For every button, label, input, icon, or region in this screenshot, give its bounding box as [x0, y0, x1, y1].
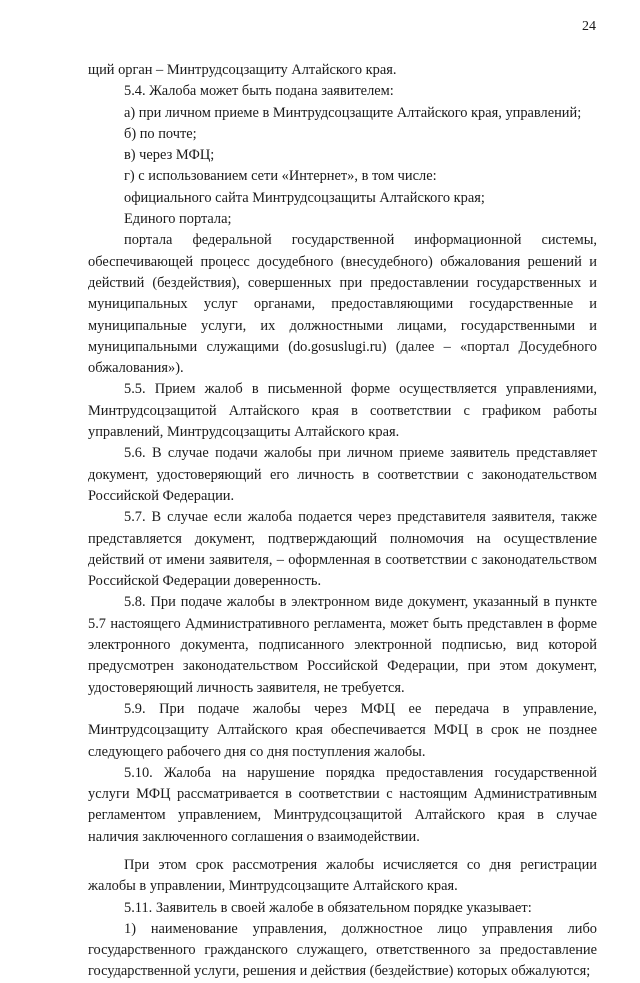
paragraph: официального сайта Минтрудсоцзащиты Алтайского края;	[124, 189, 485, 206]
paragraph: щий орган – Минтрудсоцзащиту Алтайского края.	[88, 62, 397, 78]
paragraph: 5.7. В случае если жалоба подается через представителя заявителя, также представляется документ, подтверждающий полномочия на осуществление действий от имени заявителя, – оформленная в соответствии с законодательством Российской Федерации доверенность.	[88, 509, 597, 590]
paragraph: 5.5. Прием жалоб в письменной форме осуществляется управлениями, Минтрудсоцзащитой Алтайского края в соответствии с графиком работы управлений, Минтрудсоцзащиты Алтайского края.	[88, 381, 597, 441]
page-number: 24	[582, 19, 596, 34]
paragraph: При этом срок рассмотрения жалобы исчисляется со дня регистрации жалобы в управлении, Минтрудсоцзащите Алтайского края.	[88, 856, 597, 895]
document-body	[88, 60, 597, 983]
paragraph: портала федеральной государственной информационной системы, обеспечивающей процесс досудебного (внесудебного) обжалования решений и действий (бездействия), совершенных при предоставлении государственных и муниципальных услуг органами, предоставляющими государственные и муниципальные услуги, их должностными лицами, государственными и муниципальными служащими (do.gosuslugi.ru) (далее – «портал Досудебного обжалования»).	[88, 232, 597, 377]
paragraph: б) по почте;	[124, 125, 197, 142]
paragraph: 5.9. При подаче жалобы через МФЦ ее передача в управление, Минтрудсоцзащиту Алтайского края обеспечивается МФЦ в срок не позднее следующего рабочего дня со дня поступления жалобы.	[88, 700, 597, 760]
paragraph: 1) наименование управления, должностное лицо управления либо государственного гражданского служащего, ответственного за предоставление государственной услуги, решения и действия (бездействие) которых обжалуются;	[88, 920, 597, 980]
paragraph: 5.8. При подаче жалобы в электронном виде документ, указанный в пункте 5.7 настоящего Административного регламента, может быть представлен в форме электронного документа, подписанного электронной подписью, вид которой предусмотрен законодательством Российской Федерации, при этом документ, удостоверяющий личность заявителя, не требуется.	[88, 594, 597, 696]
paragraph: 5.4. Жалоба может быть подана заявителем:	[124, 83, 394, 100]
paragraph: г) с использованием сети «Интернет», в том числе:	[124, 168, 437, 185]
paragraph: Единого портала;	[124, 211, 232, 228]
paragraph: 5.11. Заявитель в своей жалобе в обязательном порядке указывает:	[124, 899, 532, 916]
paragraph: 5.10. Жалоба на нарушение порядка предоставления государственной услуги МФЦ рассматривается в соответствии с настоящим Административным регламентом управлением, Минтрудсоцзащитой Алтайского края в случае наличия заключенного соглашения о взаимодействии.	[88, 764, 597, 845]
paragraph: а) при личном приеме в Минтрудсоцзащите Алтайского края, управлений;	[124, 104, 582, 121]
paragraph: 5.6. В случае подачи жалобы при личном приеме заявитель представляет документ, удостоверяющий его личность в соответствии с законодательством Российской Федерации.	[88, 445, 597, 504]
paragraph: в) через МФЦ;	[124, 147, 215, 164]
